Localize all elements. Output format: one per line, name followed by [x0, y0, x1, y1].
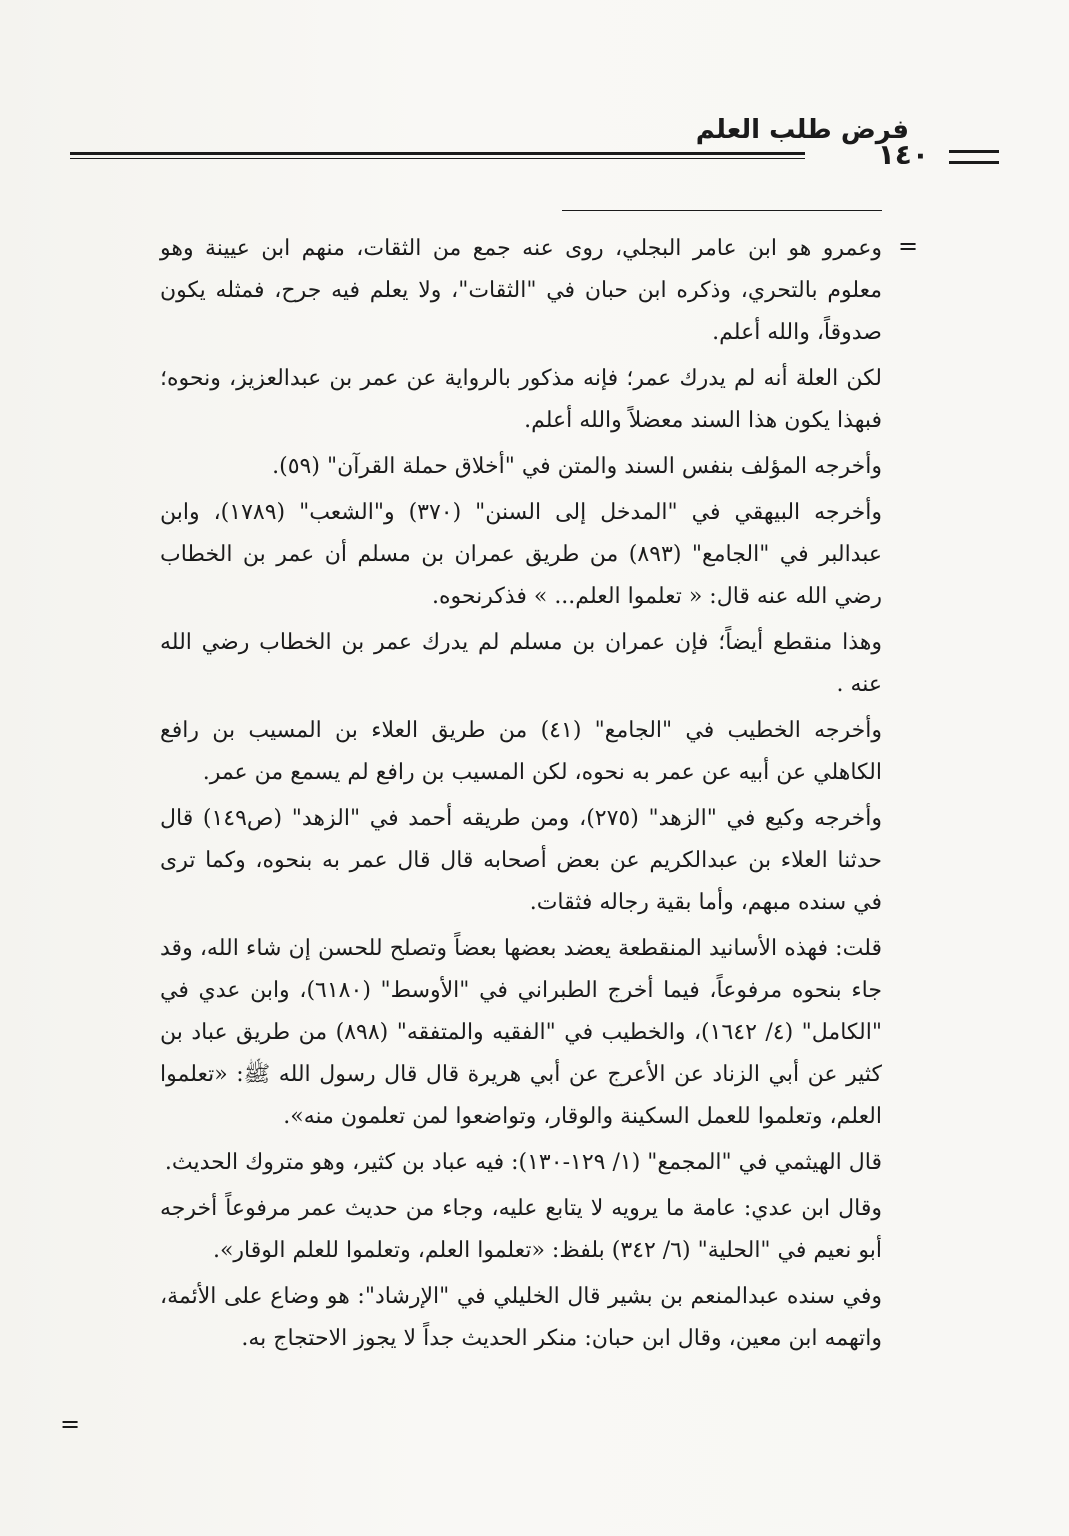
continuation-mark-top: = [898, 232, 919, 260]
paragraph: وأخرجه المؤلف بنفس السند والمتن في "أخلاق حملة القرآن" (٥٩). [272, 454, 882, 479]
continuation-mark-bottom: = [60, 1410, 81, 1438]
page-number-mark [949, 150, 999, 164]
paragraph: وفي سنده عبدالمنعم بن بشير قال الخليلي في "الإرشاد": هو وضاع على الأئمة، واتهمه ابن معين، وقال ابن حبان: منكر الحديث جداً لا يجوز الاحتجاج به. [160, 1284, 882, 1351]
paragraph: وأخرجه البيهقي في "المدخل إلى السنن" (٣٧٠) و"الشعب" (١٧٨٩)، وابن عبدالبر في "الجامع" (٨٩٣) من طريق عمران بن مسلم أن عمر بن الخطاب رضي الله عنه قال: « تعلموا العلم... » فذكرنحوه. [160, 500, 882, 609]
footnote-body [160, 228, 882, 1364]
paragraph: وأخرجه الخطيب في "الجامع" (٤١) من طريق العلاء بن المسيب بن رافع الكاهلي عن أبيه عن عمر به نحوه، لكن المسيب بن رافع لم يسمع من عمر. [160, 718, 882, 785]
paragraph: قلت: فهذه الأسانيد المنقطعة يعضد بعضها بعضاً وتصلح للحسن إن شاء الله، وقد جاء بنحوه مرفوعاً، فيما أخرج الطبراني في "الأوسط" (٦١٨٠)، وابن عدي في "الكامل" (٤/ ١٦٤٢)، والخطيب في "الفقيه والمتفقه" (٨٩٨) من طريق عباد بن كثير عن أبي الزناد عن الأعرج عن أبي هريرة قال قال رسول الله ﷺ: «تعلموا العلم، وتعلموا للعمل السكينة والوقار، وتواضعوا لمن تعلمون منه». [160, 936, 882, 1129]
running-title: فرض طلب العلم [695, 115, 909, 145]
paragraph: لكن العلة أنه لم يدرك عمر؛ فإنه مذكور بالرواية عن عمر بن عبدالعزيز، ونحوه؛ فبهذا يكون هذا السند معضلاً والله أعلم. [160, 366, 882, 433]
paragraph: قال الهيثمي في "المجمع" (١/ ١٢٩-١٣٠): فيه عباد بن كثير، وهو متروك الحديث. [164, 1150, 882, 1175]
page-number: ١٤٠ [877, 138, 929, 171]
paragraph: وهذا منقطع أيضاً؛ فإن عمران بن مسلم لم يدرك عمر بن الخطاب رضي الله عنه . [160, 630, 882, 697]
paragraph: وقال ابن عدي: عامة ما يرويه لا يتابع عليه، وجاء من حديث عمر مرفوعاً أخرجه أبو نعيم في "الحلية" (٦/ ٣٤٢) بلفظ: «تعلموا العلم، وتعلموا للعلم الوقار». [160, 1196, 882, 1263]
header-rule [70, 152, 805, 159]
paragraph: وعمرو هو ابن عامر البجلي، روى عنه جمع من الثقات، منهم ابن عيينة وهو معلوم بالتحري، وذكره ابن حبان في "الثقات"، ولا يعلم فيه جرح، فمثله يكون صدوقاً، والله أعلم. [160, 236, 882, 345]
footnote-separator [562, 210, 882, 211]
paragraph: وأخرجه وكيع في "الزهد" (٢٧٥)، ومن طريقه أحمد في "الزهد" (ص١٤٩) قال حدثنا العلاء بن عبدالكريم عن بعض أصحابه قال قال عمر به بنحوه، وكما ترى في سنده مبهم، وأما بقية رجاله فثقات. [160, 806, 882, 915]
